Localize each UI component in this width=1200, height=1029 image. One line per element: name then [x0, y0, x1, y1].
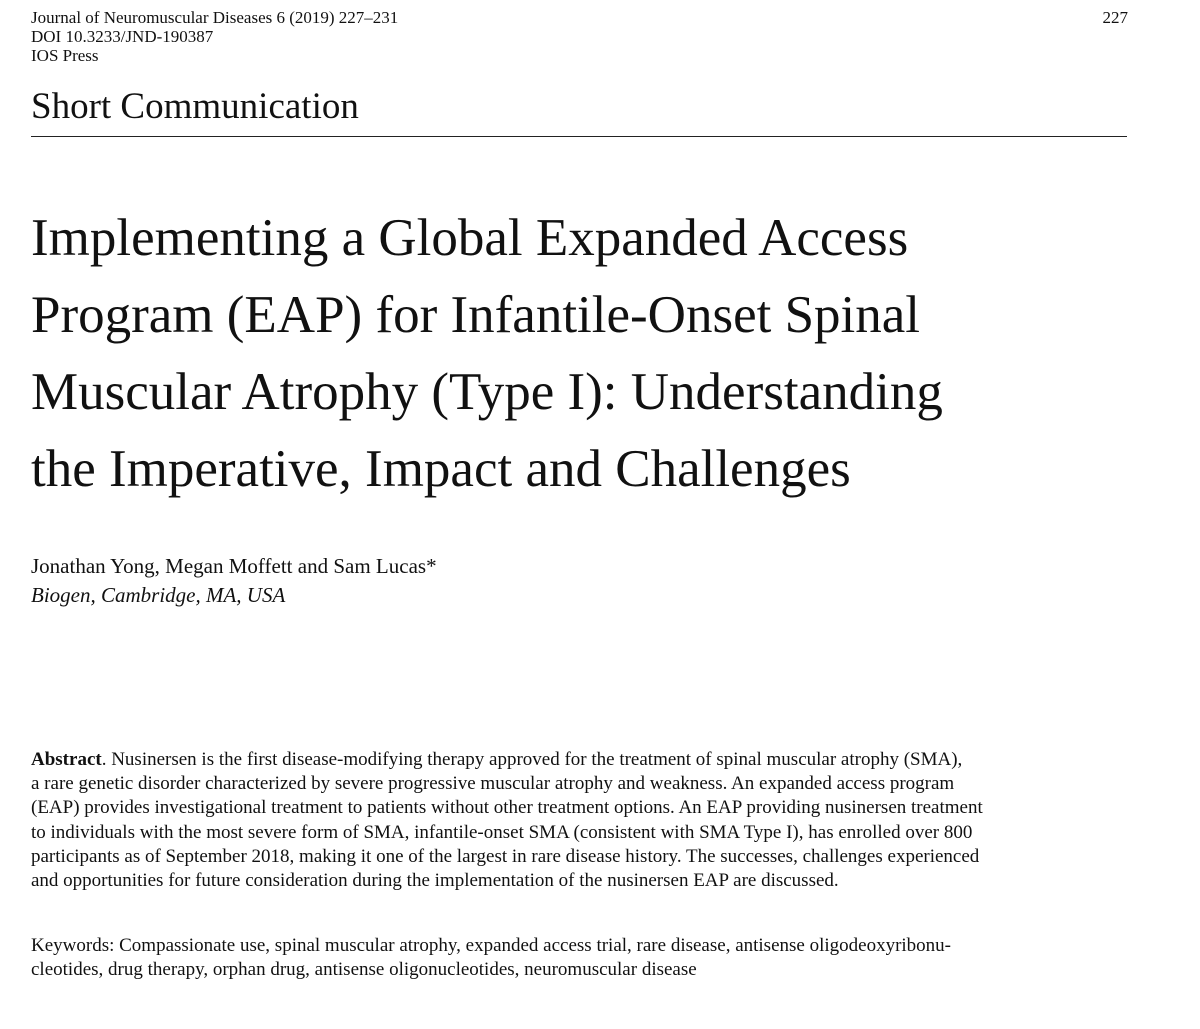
- abstract-line: [31, 748, 1133, 772]
- abstract-line: to individuals with the most severe form of SMA, infantile-onset SMA (consistent with SMA Type I), has enrolled over 800: [31, 821, 973, 843]
- abstract: [31, 748, 1133, 893]
- abstract-line: (EAP) provides investigational treatment to patients without other treatment options. An EAP providing nusinersen treatment: [31, 797, 983, 819]
- title-line: Muscular Atrophy (Type I): Understanding: [31, 363, 943, 421]
- journal-publisher: IOS Press: [31, 46, 99, 65]
- journal-doi: DOI 10.3233/JND-190387: [31, 27, 214, 46]
- author-affiliation: Biogen, Cambridge, MA, USA: [31, 583, 286, 607]
- header-divider: [31, 136, 1127, 137]
- abstract-label: Abstract: [31, 749, 102, 770]
- section-label: Short Communication: [31, 86, 359, 127]
- keywords-line: Keywords: Compassionate use, spinal muscular atrophy, expanded access trial, rare disease, antisense oligodeoxyribonu-: [31, 935, 952, 956]
- abstract-line: a rare genetic disorder characterized by severe progressive muscular atrophy and weakness. An expanded access program: [31, 773, 955, 795]
- abstract-first-line-text: . Nusinersen is the first disease-modifying therapy approved for the treatment of spinal muscular atrophy (SMA),: [101, 749, 963, 770]
- journal-header: [31, 8, 398, 65]
- title-line: the Imperative, Impact and Challenges: [31, 440, 851, 498]
- page-number: 227: [1102, 8, 1128, 27]
- journal-citation: Journal of Neuromuscular Diseases 6 (2019) 227–231: [31, 8, 399, 27]
- keywords: [31, 934, 1133, 982]
- author-list: Jonathan Yong, Megan Moffett and Sam Lucas*: [31, 554, 437, 578]
- title-line: Program (EAP) for Infantile-Onset Spinal: [31, 286, 921, 344]
- abstract-line: and opportunities for future consideration during the implementation of the nusinersen EAP are discussed.: [31, 870, 839, 892]
- keywords-line: cleotides, drug therapy, orphan drug, antisense oligonucleotides, neuromuscular disease: [31, 959, 697, 981]
- abstract-line: participants as of September 2018, making it one of the largest in rare disease history. The successes, challenges experienced: [31, 845, 980, 867]
- title-line: Implementing a Global Expanded Access: [31, 209, 909, 267]
- paper-title: [31, 200, 1151, 508]
